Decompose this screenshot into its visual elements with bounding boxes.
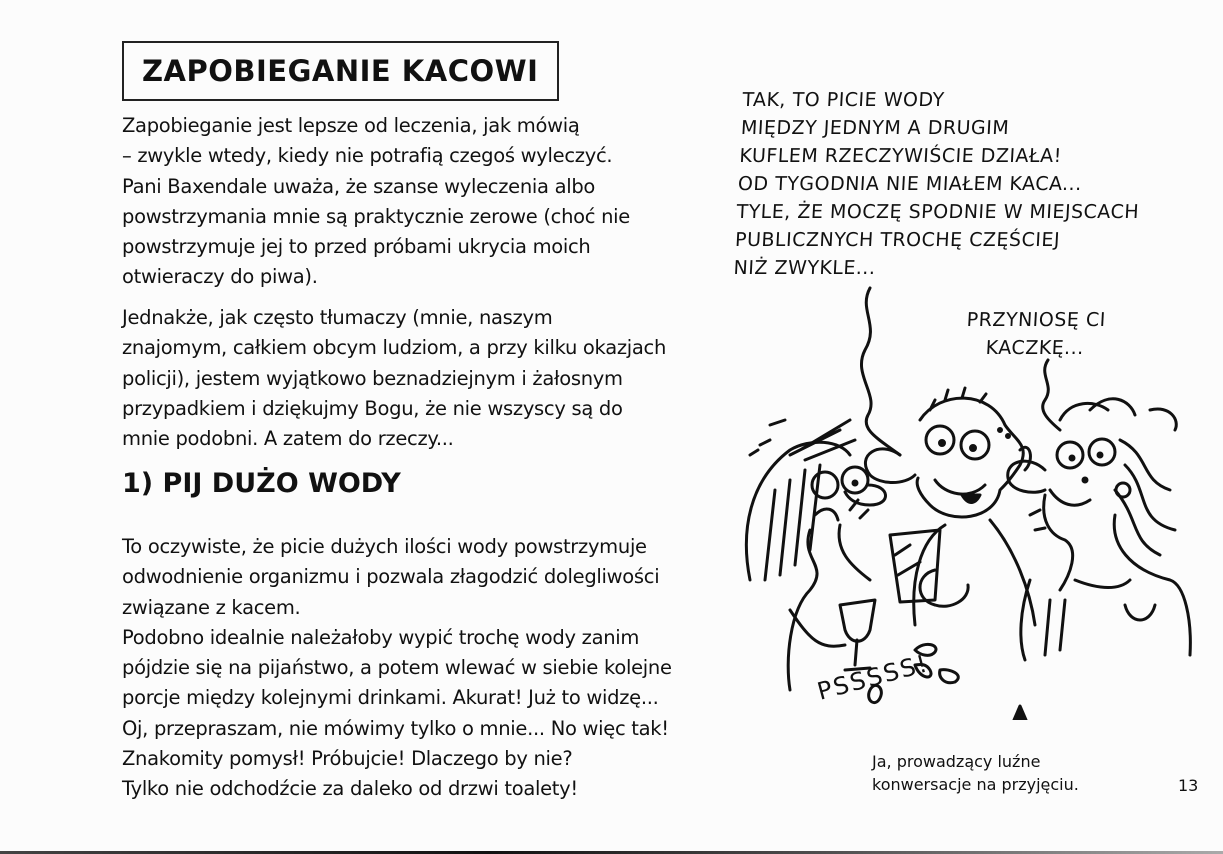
- speech-text-center: TAK, TO PICIE WODY MIĘDZY JEDNYM A DRUGIM KUFLEM RZECZYWIŚCIE DZIAŁA! OD TYGODNIA NIE MIAŁEM KACA... TYLE, ŻE MOCZĘ SPODNIE W MIEJSCACH PUBLICZNYCH TROCHĘ CZĘŚCIEJ NIŻ ZWYKLE...: [733, 89, 1140, 279]
- title-box: [122, 41, 559, 101]
- intro-paragraph: Zapobieganie jest lepsze od leczenia, jak mówią – zwykle wtedy, kiedy nie potrafią czegoś wyleczyć. Pani Baxendale uważa, że szanse wyleczenia albo powstrzymania mnie są praktycznie zerowe (choć nie powstrzymuje jej to przed próbami ukrycia moich otwieraczy do piwa).: [122, 114, 630, 289]
- cartoon-illustration: [730, 280, 1210, 720]
- section-body-paragraph: To oczywiste, że picie dużych ilości wody powstrzymuje odwodnienie organizmu i pozwala złagodzić dolegliwości związane z kacem. Podobno idealnie należałoby wypić trochę wody zanim pójdzie się na pijaństwo, a potem wlewać w siebie kolejne porcje między kolejnymi drinkami. Akurat! Już to widzę... Oj, przepraszam, nie mówimy tylko o mnie... No więc tak! Znakomity pomysł! Próbujcie! Dlaczego by nie?: [122, 535, 672, 771]
- cartoon-caption: Ja, prowadzący luźne konwersacje na przyjęciu.: [872, 752, 1079, 794]
- second-paragraph: Jednakże, jak często tłumaczy (mnie, naszym znajomym, całkiem obcym ludziom, a przy kilku okazjach policji), jestem wyjątkowo beznadziejnym i żałosnym przypadkiem i dziękujmy Bogu, że nie wszyscy są do mnie podobni. A zatem do rzeczy...: [122, 306, 667, 451]
- page-number: 13: [1178, 776, 1199, 795]
- speech-tail-center: [861, 288, 900, 455]
- sound-effect-text: PSSSSS!: [814, 649, 932, 706]
- section-heading: 1) PIJ DUŻO WODY: [122, 468, 401, 499]
- man-center: [865, 388, 1035, 625]
- closing-paragraph: Tylko nie odchodźcie za daleko od drzwi toalety!: [122, 777, 578, 800]
- speech-tail-right: [1043, 360, 1060, 430]
- speech-text-right: PRZYNIOSĘ CI KACZKĘ...: [966, 309, 1107, 359]
- page-title: ZAPOBIEGANIE KACOWI: [142, 54, 539, 88]
- arrow-up-icon: [1014, 706, 1026, 720]
